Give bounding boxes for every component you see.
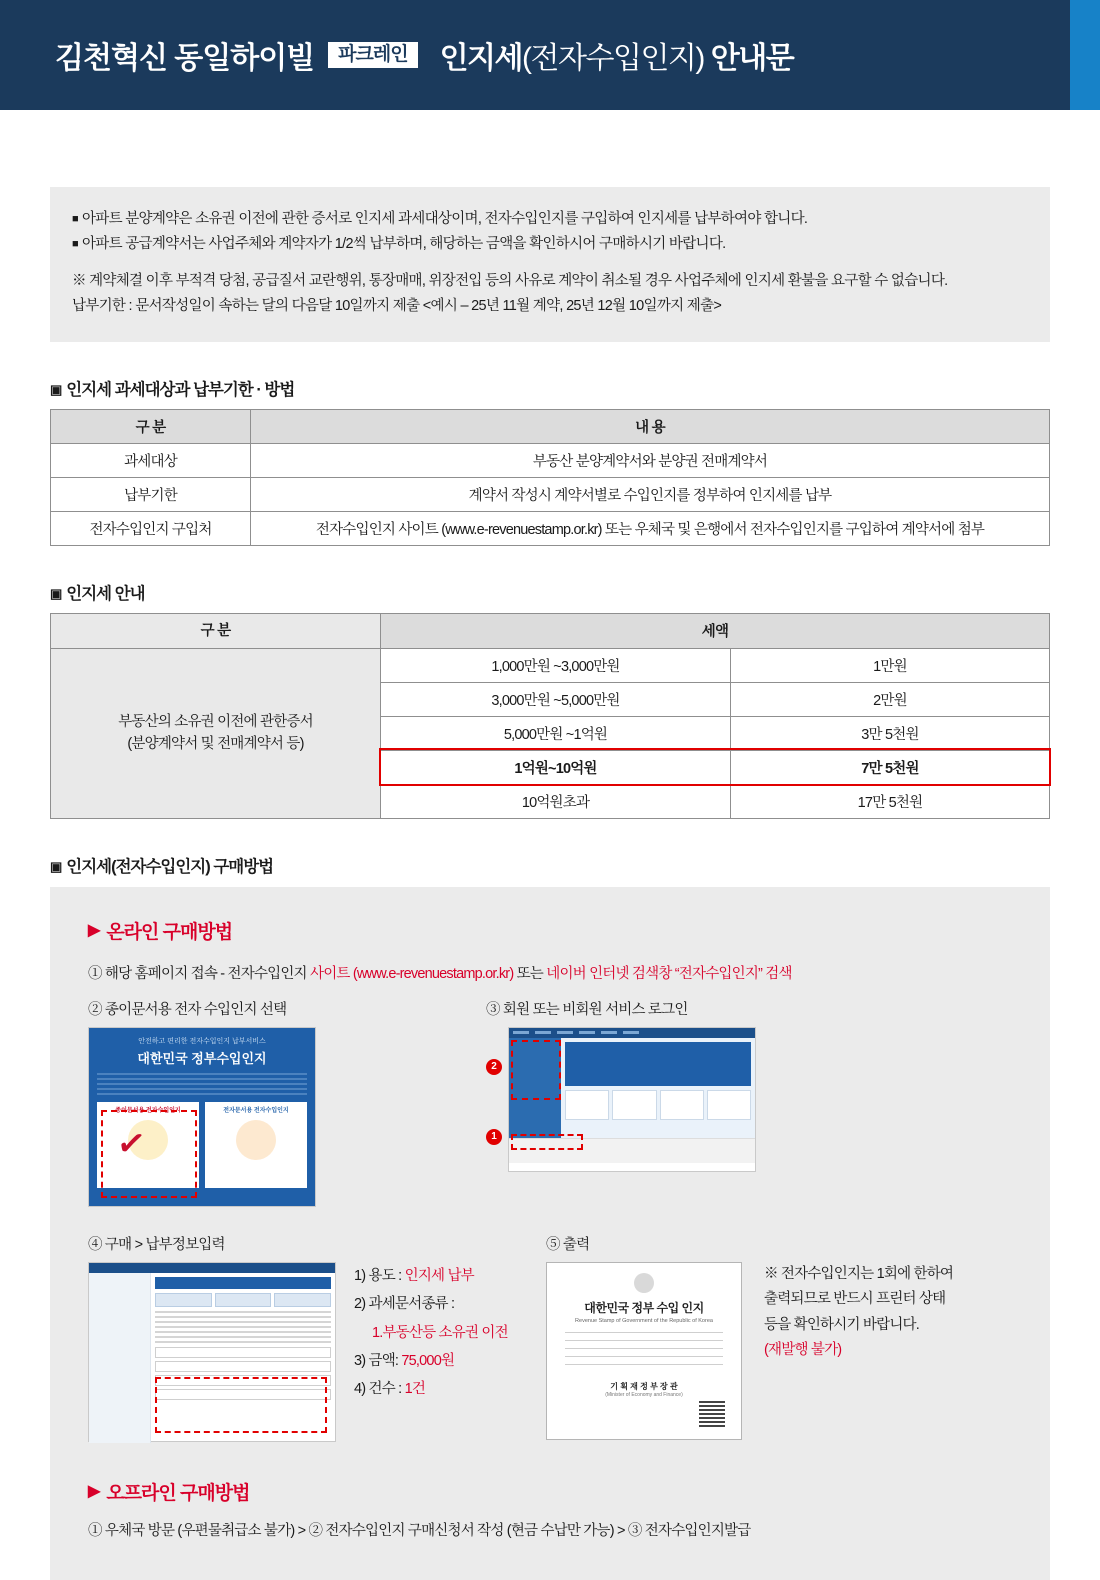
form-item-doctype-label: 2) 과세문서종류 : [354, 1296, 455, 1313]
form-item-doctype [354, 1290, 508, 1318]
table-row [51, 477, 1050, 511]
steps-4-5-row [88, 1233, 1012, 1442]
mock-text-lines [155, 1311, 331, 1343]
stamp-tax-rate-table [50, 613, 1050, 819]
notice-line-2 [72, 232, 1028, 257]
print-note-line-2: 출력되므로 반드시 프린터 상태 [764, 1291, 946, 1308]
mock-card-electronic-icon [236, 1120, 276, 1160]
cell-content: 계약서 작성시 계약서별로 수입인지를 정부하여 인지세를 납부 [251, 477, 1050, 511]
marker-badge-2: 2 [486, 1059, 502, 1075]
section-mark-icon: ▣ [50, 585, 62, 601]
step-3-figure [486, 1027, 1012, 1172]
col-header-amount: 세액 [381, 613, 1050, 648]
form-item-amount [354, 1347, 508, 1375]
printed-stamp-subtitle: Revenue Stamp of Government of the Republic of Korea [575, 1317, 713, 1324]
form-item-amount-label: 3) 금액: [354, 1352, 402, 1369]
table-row [51, 511, 1050, 545]
step-2-label: ② 종이문서용 전자 수입인지 선택 [88, 1001, 287, 1018]
screenshot-stamp-site [88, 1027, 316, 1207]
screenshot-purchase-form [88, 1262, 336, 1442]
step-2-block [88, 998, 448, 1207]
table-row [51, 443, 1050, 477]
offline-method-heading [88, 1478, 1012, 1505]
print-note-line-4: (재발행 불가) [764, 1342, 842, 1359]
step-5-label: ⑤ 출력 [546, 1236, 590, 1253]
section-2-title-text: 인지세 안내 [66, 584, 145, 603]
cell-amount: 17만 5천원 [731, 784, 1050, 818]
print-note-line-1: ※ 전자수입인지는 1회에 한하여 [764, 1265, 954, 1282]
cell-amount: 2만원 [731, 682, 1050, 716]
form-item-doctype-value: 1.부동산등 소유권 이전 [372, 1324, 508, 1341]
mock-subtitle: 안전하고 편리한 전자수입인지 납부서비스 [138, 1037, 266, 1045]
form-item-count [354, 1375, 508, 1403]
print-warning-note [764, 1262, 953, 1440]
government-crest-icon [634, 1273, 654, 1293]
printed-stamp-fields [565, 1332, 723, 1365]
step-4-block [88, 1233, 508, 1442]
mock-text-lines [97, 1073, 307, 1095]
form-item-usage-value: 인지세 납부 [404, 1267, 474, 1284]
printed-stamp-signature-text: 기 획 재 정 부 장 관 [610, 1381, 678, 1391]
mock-step-indicator [155, 1293, 331, 1307]
mock-banner [565, 1042, 751, 1086]
mock-topbar [89, 1263, 335, 1273]
project-name: 김천혁신 동일하이빌 [55, 42, 315, 75]
page-header [0, 0, 1100, 110]
mock-card-paper-label: 종이문서용 전자수입인지 [115, 1107, 181, 1114]
col-header-category: 구 분 [51, 409, 251, 443]
step-1-site-url: 사이트 (www.e-revenuestamp.or.kr) [310, 965, 514, 982]
step-1-middle: 또는 [513, 965, 547, 982]
tax-target-table [50, 409, 1050, 546]
page-title-suffix: 안내문 [710, 42, 794, 75]
notice-box [50, 187, 1050, 342]
notice-line-3: ※ 계약체결 이후 부적격 당첨, 공급질서 교란행위, 통장매매, 위장전입 등의 사유로 계약이 취소될 경우 사업주체에 인지세 환불을 요구할 수 없습니다. [72, 272, 948, 289]
check-mark-icon: ✓ [114, 1123, 149, 1165]
step-1-prefix: ① 해당 홈페이지 접속 - 전자수입인지 [88, 965, 310, 982]
printed-stamp-signature [547, 1381, 741, 1398]
cell-content: 전자수입인지 사이트 (www.e-revenuestamp.or.kr) 또는 우체국 및 은행에서 전자수입인지를 구입하여 계약서에 첨부 [251, 511, 1050, 545]
mock-title: 대한민국 정부수입인지 [137, 1050, 267, 1066]
col-header-category: 구 분 [51, 613, 381, 648]
qr-code-icon [699, 1401, 725, 1427]
cell-category-merged [51, 648, 381, 818]
triangle-right-icon: ▶ [88, 1483, 100, 1501]
category-line-1: 부동산의 소유권 이전에 관한증서 [118, 714, 313, 730]
section-1-title-text: 인지세 과세대상과 납부기한 · 방법 [66, 380, 295, 399]
steps-2-3-row [88, 998, 1012, 1207]
section-2-title [50, 580, 1050, 604]
mock-section-bar [155, 1277, 331, 1289]
mock-topbar [509, 1028, 755, 1038]
form-item-usage-label: 1) 용도 : [354, 1267, 405, 1284]
mock-tile-row [565, 1090, 751, 1120]
section-mark-icon: ▣ [50, 858, 62, 874]
purchase-form-values [354, 1262, 508, 1442]
step-3-block [486, 998, 1012, 1207]
page-title [440, 33, 794, 77]
printed-stamp-signature-sub: (Minister of Economy and Finance) [605, 1391, 683, 1398]
mock-card-electronic [205, 1102, 307, 1188]
mock-card-electronic-label: 전자문서용 전자수입인지 [223, 1107, 289, 1114]
mock-sidebar [89, 1273, 151, 1443]
print-note-line-3: 등을 확인하시기 바랍니다. [764, 1316, 919, 1333]
form-item-usage [354, 1262, 508, 1290]
cell-range: 5,000만원 ~1억원 [381, 716, 731, 750]
cell-amount: 7만 5천원 [731, 750, 1050, 784]
highlight-dashed-box [511, 1040, 561, 1100]
header-title-group [0, 33, 793, 77]
page-title-main: 인지세 [439, 42, 523, 75]
highlight-dashed-box [511, 1134, 583, 1150]
notice-line-1 [72, 207, 1028, 232]
table-row [51, 648, 1050, 682]
step-4-figure-row [88, 1262, 508, 1442]
cell-amount: 1만원 [731, 648, 1050, 682]
step-1-search-hint: 네이버 인터넷 검색창 “전자수입인지” 검색 [546, 965, 792, 982]
printed-stamp-title: 대한민국 정부 수입 인지 [584, 1300, 704, 1315]
cell-content: 부동산 분양계약서와 분양권 전매계약서 [251, 443, 1050, 477]
cell-range: 1억원~10억원 [381, 750, 731, 784]
project-badge: 파크레인 [328, 42, 417, 68]
page-title-paren: (전자수입인지) [522, 42, 704, 75]
step-3-label: ③ 회원 또는 비회원 서비스 로그인 [486, 1001, 688, 1018]
cell-range: 3,000만원 ~5,000만원 [381, 682, 731, 716]
section-1-title [50, 376, 1050, 400]
form-item-doctype-detail [354, 1319, 508, 1347]
cell-range: 1,000만원 ~3,000만원 [381, 648, 731, 682]
step-5-figure-row [546, 1262, 1012, 1440]
online-method-heading-text: 온라인 구매방법 [106, 921, 233, 943]
table-header-row [51, 613, 1050, 648]
online-method-heading [88, 917, 1012, 944]
col-header-content: 내 용 [251, 409, 1050, 443]
header-accent-bar [1070, 0, 1100, 110]
cell-category: 납부기한 [51, 477, 251, 511]
section-mark-icon: ▣ [50, 381, 62, 397]
highlight-dashed-box [155, 1377, 327, 1433]
marker-badge-1: 1 [486, 1129, 502, 1145]
form-item-amount-value: 75,000원 [401, 1352, 455, 1369]
triangle-right-icon: ▶ [88, 922, 100, 940]
mock-main [561, 1038, 755, 1138]
notice-line-4: 납부기한 : 문서작성일이 속하는 달의 다음달 10일까지 제출 <예시 – 25년 11월 계약, 25년 12월 10일까지 제출> [72, 298, 722, 315]
form-item-count-label: 4) 건수 : [354, 1381, 405, 1398]
offline-method-heading-text: 오프라인 구매방법 [106, 1482, 250, 1504]
category-line-2: (분양계약서 및 전매계약서 등) [127, 736, 304, 753]
cell-amount: 3만 5천원 [731, 716, 1050, 750]
form-item-count-value: 1건 [404, 1381, 426, 1398]
offline-method-steps: ① 우체국 방문 (우편물취급소 불가) > ② 전자수입인지 구매신청서 작성 (현금 수납만 가능) > ③ 전자수입인지발급 [88, 1522, 751, 1539]
bullet-square-icon: ■ [72, 213, 78, 225]
step-1-line [88, 962, 1012, 983]
screenshot-portal-login [508, 1027, 756, 1172]
step-4-label: ④ 구매 > 납부정보입력 [88, 1236, 225, 1253]
section-3-title-text: 인지세(전자수입인지) 구매방법 [66, 857, 274, 876]
table-header-row [51, 409, 1050, 443]
cell-range: 10억원초과 [381, 784, 731, 818]
purchase-method-panel [50, 887, 1050, 1580]
cell-category: 과세대상 [51, 443, 251, 477]
notice-line-1-text: 아파트 분양계약은 소유권 이전에 관한 증서로 인지세 과세대상이며, 전자수입인지를 구입하여 인지세를 납부하여야 합니다. [81, 211, 808, 227]
notice-line-2-text: 아파트 공급계약서는 사업주체와 계약자가 1/2씩 납부하며, 해당하는 금액을 확인하시어 구매하시기 바랍니다. [81, 236, 726, 253]
step-5-block [546, 1233, 1012, 1442]
bullet-square-icon: ■ [72, 238, 78, 251]
screenshot-printed-stamp [546, 1262, 742, 1440]
cell-category: 전자수입인지 구입처 [51, 511, 251, 545]
section-3-title [50, 853, 1050, 877]
